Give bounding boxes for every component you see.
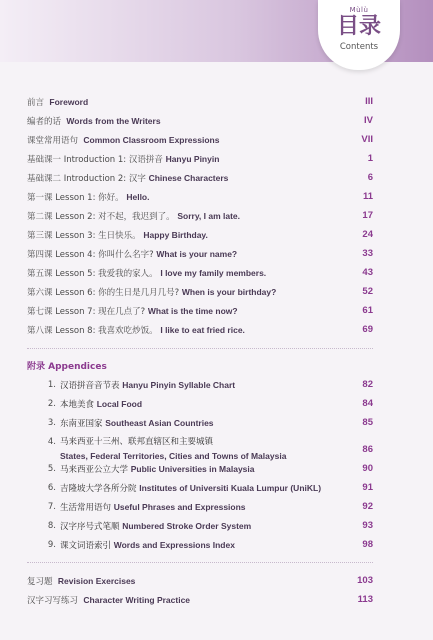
appendix-zh: 东南亚国家 bbox=[60, 419, 103, 429]
appendix-en: Useful Phrases and Expressions bbox=[113, 502, 246, 512]
entry-en: I love my family members. bbox=[160, 268, 267, 278]
appendix-page: 86 bbox=[362, 444, 373, 455]
toc-entry-introduction-2[interactable] bbox=[0, 171, 433, 187]
appendix-entry[interactable] bbox=[0, 500, 433, 516]
entry-page: IV bbox=[364, 115, 373, 126]
appendix-page: 93 bbox=[362, 520, 373, 531]
entry-page: 103 bbox=[357, 575, 373, 586]
appendix-number: 8. bbox=[47, 521, 56, 531]
appendix-entry[interactable] bbox=[0, 416, 433, 432]
entry-en: Revision Exercises bbox=[57, 576, 136, 586]
section-divider bbox=[27, 562, 373, 563]
entry-zh: 第八课 Lesson 8: 我喜欢吃炒饭。 bbox=[27, 326, 158, 336]
toc-entry-foreword[interactable] bbox=[0, 95, 433, 111]
appendix-page: 84 bbox=[362, 398, 373, 409]
appendix-number: 6. bbox=[47, 483, 56, 493]
appendix-number: 9. bbox=[47, 540, 56, 550]
appendix-page: 98 bbox=[362, 539, 373, 550]
toc-entry-lesson-5[interactable] bbox=[0, 266, 433, 282]
appendix-entry[interactable] bbox=[0, 481, 433, 497]
entry-en: I like to eat fried rice. bbox=[160, 325, 245, 335]
entry-en: Foreword bbox=[49, 97, 89, 107]
toc-entry-lesson-4[interactable] bbox=[0, 247, 433, 263]
appendix-number: 1. bbox=[47, 380, 56, 390]
appendix-en: Hanyu Pinyin Syllable Chart bbox=[122, 380, 236, 390]
entry-zh: 第五课 Lesson 5: 我爱我的家人。 bbox=[27, 269, 158, 279]
entry-zh: 第一课 Lesson 1: 你好。 bbox=[27, 193, 124, 203]
appendix-page: 82 bbox=[362, 379, 373, 390]
entry-zh: 第三课 Lesson 3: 生日快乐。 bbox=[27, 231, 141, 241]
entry-en: Hello. bbox=[126, 192, 150, 202]
appendix-entry[interactable] bbox=[0, 519, 433, 535]
entry-zh: 前言 bbox=[27, 98, 45, 108]
entry-page: III bbox=[365, 96, 373, 107]
appendix-zh: 本地美食 bbox=[60, 400, 95, 410]
appendix-number: 2. bbox=[47, 399, 56, 409]
appendix-zh: 马来西亚十三州、联邦直辖区和主要城镇 bbox=[60, 437, 214, 447]
toc-entry-lesson-7[interactable] bbox=[0, 304, 433, 320]
toc-entry-classroom-expressions[interactable] bbox=[0, 133, 433, 149]
appendix-en: States, Federal Territories, Cities and Towns of Malaysia bbox=[60, 451, 287, 461]
appendix-entry[interactable] bbox=[0, 378, 433, 394]
appendix-en: Southeast Asian Countries bbox=[105, 418, 214, 428]
entry-page: 1 bbox=[367, 153, 373, 164]
entry-en: Happy Birthday. bbox=[143, 230, 208, 240]
entry-page: 17 bbox=[362, 210, 373, 221]
toc-entry-lesson-2[interactable] bbox=[0, 209, 433, 225]
toc-entry-character-writing-practice[interactable] bbox=[0, 593, 433, 609]
entry-page: 61 bbox=[362, 305, 373, 316]
toc-entry-lesson-6[interactable] bbox=[0, 285, 433, 301]
appendix-page: 91 bbox=[362, 482, 373, 493]
appendix-heading: 附录 Appendices bbox=[27, 362, 107, 372]
entry-page: 43 bbox=[362, 267, 373, 278]
appendix-zh: 吉隆坡大学各所分院 bbox=[60, 484, 137, 494]
entry-en: Words from the Writers bbox=[66, 116, 161, 126]
appendix-en: Public Universities in Malaysia bbox=[130, 464, 255, 474]
appendix-page: 85 bbox=[362, 417, 373, 428]
entry-en: What is the time now? bbox=[147, 306, 238, 316]
appendix-number: 4. bbox=[47, 437, 56, 447]
entry-zh: 第四课 Lesson 4: 你叫什么名字? bbox=[27, 250, 154, 260]
appendix-zh: 生活常用语句 bbox=[60, 503, 112, 513]
appendix-entry[interactable] bbox=[0, 462, 433, 478]
entry-zh: 第七课 Lesson 7: 现在几点了? bbox=[27, 307, 146, 317]
appendix-number: 5. bbox=[47, 464, 56, 474]
appendix-page: 92 bbox=[362, 501, 373, 512]
entry-page: 11 bbox=[362, 191, 373, 202]
toc-entry-lesson-8[interactable] bbox=[0, 323, 433, 339]
appendix-en: Words and Expressions Index bbox=[113, 540, 235, 550]
entry-page: 24 bbox=[362, 229, 373, 240]
entry-zh: 复习题 bbox=[27, 577, 53, 587]
entry-en: Character Writing Practice bbox=[83, 595, 191, 605]
appendix-en: Local Food bbox=[96, 399, 143, 409]
title-pinyin: Mùlù bbox=[349, 6, 369, 14]
entry-page: 52 bbox=[362, 286, 373, 297]
entry-page: 69 bbox=[362, 324, 373, 335]
entry-en: Common Classroom Expressions bbox=[83, 135, 220, 145]
entry-zh: 基础课一 Introduction 1: 汉语拼音 bbox=[27, 155, 163, 165]
entry-en: Hanyu Pinyin bbox=[165, 154, 220, 164]
toc-entry-lesson-1[interactable] bbox=[0, 190, 433, 206]
entry-page: VII bbox=[361, 134, 373, 145]
entry-page: 113 bbox=[357, 594, 373, 605]
appendix-en: Institutes of Universiti Kuala Lumpur (UniKL) bbox=[139, 483, 322, 493]
appendix-number: 7. bbox=[47, 502, 56, 512]
entry-zh: 基础课二 Introduction 2: 汉字 bbox=[27, 174, 146, 184]
toc-entry-words-from-writers[interactable] bbox=[0, 114, 433, 130]
appendix-zh: 汉字序号式笔顺 bbox=[60, 522, 120, 532]
entry-en: What is your name? bbox=[156, 249, 238, 259]
appendix-entry[interactable] bbox=[0, 397, 433, 413]
entry-en: Chinese Characters bbox=[148, 173, 229, 183]
appendix-entry[interactable] bbox=[0, 538, 433, 554]
entry-page: 6 bbox=[367, 172, 373, 183]
appendix-en: Numbered Stroke Order System bbox=[122, 521, 252, 531]
entry-zh: 编者的话 bbox=[27, 117, 62, 127]
appendix-page: 90 bbox=[362, 463, 373, 474]
appendix-zh: 马来西亚公立大学 bbox=[60, 465, 129, 475]
entry-en: When is your birthday? bbox=[181, 287, 277, 297]
entry-page: 33 bbox=[362, 248, 373, 259]
toc-entry-introduction-1[interactable] bbox=[0, 152, 433, 168]
title-english: Contents bbox=[339, 42, 379, 52]
entry-zh: 第二课 Lesson 2: 对不起，我迟到了。 bbox=[27, 212, 175, 222]
appendix-zh: 课文词语索引 bbox=[60, 541, 112, 551]
appendix-zh: 汉语拼音音节表 bbox=[60, 381, 120, 391]
title-chinese: 目录 bbox=[336, 14, 381, 39]
entry-zh: 课堂常用语句 bbox=[27, 136, 79, 146]
entry-zh: 第六课 Lesson 6: 你的生日是几月几号? bbox=[27, 288, 180, 298]
toc-entry-revision-exercises[interactable] bbox=[0, 574, 433, 590]
appendix-number: 3. bbox=[47, 418, 56, 428]
entry-zh: 汉字习写练习 bbox=[27, 596, 79, 606]
entry-en: Sorry, I am late. bbox=[177, 211, 241, 221]
toc-entry-lesson-3[interactable] bbox=[0, 228, 433, 244]
section-divider bbox=[27, 348, 373, 349]
